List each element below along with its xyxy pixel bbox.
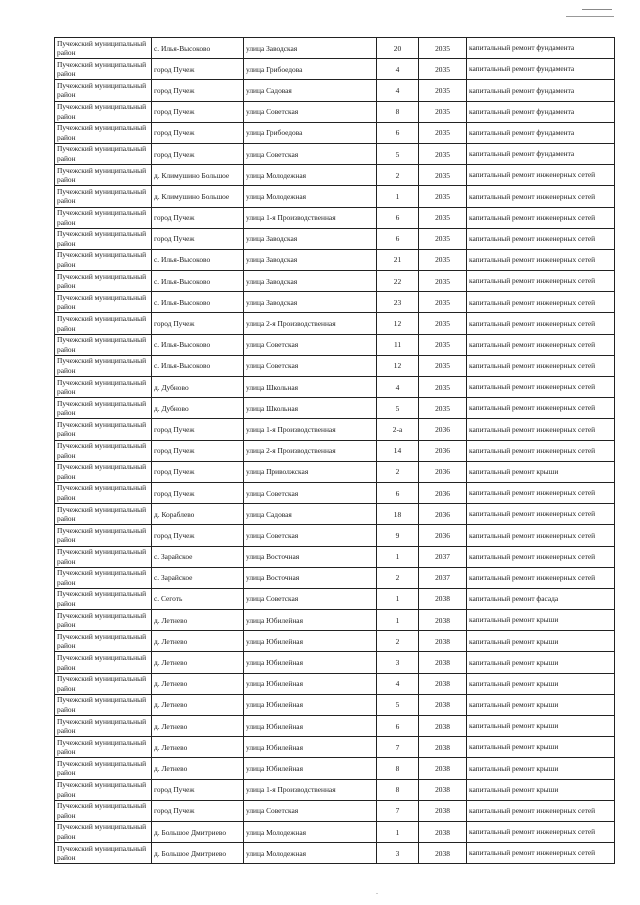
district-cell: Пучежский муниципальный район	[55, 440, 152, 461]
district-cell: Пучежский муниципальный район	[55, 504, 152, 525]
repair-schedule-table	[54, 37, 615, 864]
district-cell: Пучежский муниципальный район	[55, 525, 152, 546]
table-row	[55, 419, 615, 440]
year-cell: 2036	[419, 482, 467, 503]
street-cell: улица Заводская	[244, 38, 377, 59]
street-cell: улица Советская	[244, 101, 377, 122]
district-cell: Пучежский муниципальный район	[55, 143, 152, 164]
year-cell: 2038	[419, 821, 467, 842]
table-row	[55, 525, 615, 546]
work-type-cell: капитальный ремонт инженерных сетей	[467, 419, 615, 440]
district-cell: Пучежский муниципальный район	[55, 59, 152, 80]
settlement-cell: город Пучеж	[152, 101, 244, 122]
street-cell: улица Советская	[244, 355, 377, 376]
district-cell: Пучежский муниципальный район	[55, 588, 152, 609]
house-number-cell: 11	[377, 334, 419, 355]
table-row	[55, 271, 615, 292]
district-cell: Пучежский муниципальный район	[55, 80, 152, 101]
work-type-cell: капитальный ремонт инженерных сетей	[467, 355, 615, 376]
house-number-cell: 21	[377, 249, 419, 270]
work-type-cell: капитальный ремонт инженерных сетей	[467, 440, 615, 461]
street-cell: улица Советская	[244, 334, 377, 355]
year-cell: 2036	[419, 440, 467, 461]
settlement-cell: д. Летнево	[152, 758, 244, 779]
settlement-cell: город Пучеж	[152, 779, 244, 800]
table-row	[55, 821, 615, 842]
street-cell: улица Советская	[244, 143, 377, 164]
table-row	[55, 461, 615, 482]
house-number-cell: 18	[377, 504, 419, 525]
settlement-cell: город Пучеж	[152, 800, 244, 821]
work-type-cell: капитальный ремонт крыши	[467, 737, 615, 758]
house-number-cell: 1	[377, 546, 419, 567]
street-cell: улица Советская	[244, 800, 377, 821]
house-number-cell: 6	[377, 122, 419, 143]
house-number-cell: 6	[377, 482, 419, 503]
year-cell: 2036	[419, 525, 467, 546]
table-row	[55, 567, 615, 588]
table-row	[55, 313, 615, 334]
house-number-cell: 12	[377, 355, 419, 376]
house-number-cell: 3	[377, 843, 419, 864]
settlement-cell: д. Летнево	[152, 652, 244, 673]
house-number-cell: 7	[377, 800, 419, 821]
year-cell: 2038	[419, 758, 467, 779]
year-cell: 2037	[419, 567, 467, 588]
year-cell: 2035	[419, 80, 467, 101]
street-cell: улица 2-я Производственная	[244, 313, 377, 334]
table-row	[55, 38, 615, 59]
work-type-cell: капитальный ремонт фасада	[467, 588, 615, 609]
settlement-cell: город Пучеж	[152, 461, 244, 482]
year-cell: 2035	[419, 249, 467, 270]
year-cell: 2035	[419, 143, 467, 164]
district-cell: Пучежский муниципальный район	[55, 567, 152, 588]
work-type-cell: капитальный ремонт инженерных сетей	[467, 313, 615, 334]
work-type-cell: капитальный ремонт инженерных сетей	[467, 377, 615, 398]
street-cell: улица Советская	[244, 588, 377, 609]
settlement-cell: с. Зарайское	[152, 567, 244, 588]
year-cell: 2035	[419, 122, 467, 143]
district-cell: Пучежский муниципальный район	[55, 694, 152, 715]
work-type-cell: капитальный ремонт крыши	[467, 758, 615, 779]
street-cell: улица Грибоедова	[244, 59, 377, 80]
year-cell: 2038	[419, 737, 467, 758]
year-cell: 2035	[419, 377, 467, 398]
table-row	[55, 292, 615, 313]
work-type-cell: капитальный ремонт инженерных сетей	[467, 207, 615, 228]
year-cell: 2035	[419, 228, 467, 249]
settlement-cell: город Пучеж	[152, 228, 244, 249]
house-number-cell: 8	[377, 779, 419, 800]
table-row	[55, 101, 615, 122]
work-type-cell: капитальный ремонт крыши	[467, 652, 615, 673]
district-cell: Пучежский муниципальный район	[55, 631, 152, 652]
district-cell: Пучежский муниципальный район	[55, 313, 152, 334]
settlement-cell: д. Летнево	[152, 737, 244, 758]
house-number-cell: 1	[377, 186, 419, 207]
year-cell: 2038	[419, 631, 467, 652]
district-cell: Пучежский муниципальный район	[55, 186, 152, 207]
settlement-cell: д. Летнево	[152, 716, 244, 737]
settlement-cell: д. Большое Дмитриево	[152, 843, 244, 864]
work-type-cell: капитальный ремонт инженерных сетей	[467, 292, 615, 313]
work-type-cell: капитальный ремонт инженерных сетей	[467, 504, 615, 525]
district-cell: Пучежский муниципальный район	[55, 101, 152, 122]
year-cell: 2038	[419, 843, 467, 864]
work-type-cell: капитальный ремонт инженерных сетей	[467, 821, 615, 842]
house-number-cell: 3	[377, 652, 419, 673]
district-cell: Пучежский муниципальный район	[55, 737, 152, 758]
work-type-cell: капитальный ремонт крыши	[467, 673, 615, 694]
work-type-cell: капитальный ремонт фундамента	[467, 38, 615, 59]
street-cell: улица Садовая	[244, 80, 377, 101]
street-cell: улица Молодежная	[244, 843, 377, 864]
year-cell: 2035	[419, 355, 467, 376]
district-cell: Пучежский муниципальный район	[55, 716, 152, 737]
district-cell: Пучежский муниципальный район	[55, 207, 152, 228]
house-number-cell: 6	[377, 716, 419, 737]
settlement-cell: с. Илья-Высоково	[152, 292, 244, 313]
table-row	[55, 186, 615, 207]
district-cell: Пучежский муниципальный район	[55, 122, 152, 143]
house-number-cell: 4	[377, 59, 419, 80]
settlement-cell: д. Дубново	[152, 377, 244, 398]
district-cell: Пучежский муниципальный район	[55, 398, 152, 419]
table-row	[55, 737, 615, 758]
settlement-cell: город Пучеж	[152, 440, 244, 461]
settlement-cell: город Пучеж	[152, 482, 244, 503]
street-cell: улица Юбилейная	[244, 758, 377, 779]
year-cell: 2036	[419, 419, 467, 440]
work-type-cell: капитальный ремонт инженерных сетей	[467, 525, 615, 546]
table-row	[55, 440, 615, 461]
year-cell: 2037	[419, 546, 467, 567]
table-row	[55, 843, 615, 864]
district-cell: Пучежский муниципальный район	[55, 419, 152, 440]
settlement-cell: д. Летнево	[152, 694, 244, 715]
work-type-cell: капитальный ремонт фундамента	[467, 122, 615, 143]
street-cell: улица Грибоедова	[244, 122, 377, 143]
settlement-cell: с. Илья-Высоково	[152, 271, 244, 292]
work-type-cell: капитальный ремонт крыши	[467, 779, 615, 800]
district-cell: Пучежский муниципальный район	[55, 779, 152, 800]
work-type-cell: капитальный ремонт инженерных сетей	[467, 228, 615, 249]
work-type-cell: капитальный ремонт инженерных сетей	[467, 843, 615, 864]
corner-mark	[566, 16, 614, 17]
district-cell: Пучежский муниципальный район	[55, 228, 152, 249]
street-cell: улица Молодежная	[244, 821, 377, 842]
settlement-cell: д. Летнево	[152, 631, 244, 652]
street-cell: улица 1-я Производственная	[244, 419, 377, 440]
house-number-cell: 2	[377, 461, 419, 482]
street-cell: улица Молодежная	[244, 165, 377, 186]
street-cell: улица Школьная	[244, 377, 377, 398]
house-number-cell: 5	[377, 143, 419, 164]
settlement-cell: д. Большое Дмитриево	[152, 821, 244, 842]
house-number-cell: 4	[377, 673, 419, 694]
table-row	[55, 482, 615, 503]
table-row	[55, 652, 615, 673]
year-cell: 2035	[419, 38, 467, 59]
year-cell: 2038	[419, 800, 467, 821]
work-type-cell: капитальный ремонт инженерных сетей	[467, 546, 615, 567]
settlement-cell: д. Климушино Большое	[152, 186, 244, 207]
year-cell: 2035	[419, 398, 467, 419]
district-cell: Пучежский муниципальный район	[55, 610, 152, 631]
settlement-cell: с. Сеготь	[152, 588, 244, 609]
district-cell: Пучежский муниципальный район	[55, 843, 152, 864]
house-number-cell: 2	[377, 165, 419, 186]
house-number-cell: 22	[377, 271, 419, 292]
year-cell: 2038	[419, 716, 467, 737]
table-row	[55, 398, 615, 419]
street-cell: улица Советская	[244, 482, 377, 503]
street-cell: улица Приволжская	[244, 461, 377, 482]
district-cell: Пучежский муниципальный район	[55, 461, 152, 482]
settlement-cell: д. Дубново	[152, 398, 244, 419]
street-cell: улица Юбилейная	[244, 694, 377, 715]
year-cell: 2038	[419, 673, 467, 694]
district-cell: Пучежский муниципальный район	[55, 165, 152, 186]
work-type-cell: капитальный ремонт инженерных сетей	[467, 334, 615, 355]
street-cell: улица Школьная	[244, 398, 377, 419]
table-row	[55, 228, 615, 249]
house-number-cell: 6	[377, 207, 419, 228]
table-row	[55, 588, 615, 609]
settlement-cell: с. Илья-Высоково	[152, 38, 244, 59]
house-number-cell: 5	[377, 694, 419, 715]
table-row	[55, 800, 615, 821]
house-number-cell: 12	[377, 313, 419, 334]
house-number-cell: 2	[377, 631, 419, 652]
table-row	[55, 546, 615, 567]
year-cell: 2038	[419, 610, 467, 631]
table-row	[55, 758, 615, 779]
district-cell: Пучежский муниципальный район	[55, 377, 152, 398]
settlement-cell: д. Летнево	[152, 610, 244, 631]
table-row	[55, 165, 615, 186]
house-number-cell: 7	[377, 737, 419, 758]
district-cell: Пучежский муниципальный район	[55, 673, 152, 694]
work-type-cell: капитальный ремонт инженерных сетей	[467, 482, 615, 503]
street-cell: улица 1-я Производственная	[244, 207, 377, 228]
settlement-cell: город Пучеж	[152, 525, 244, 546]
table-row	[55, 80, 615, 101]
year-cell: 2035	[419, 271, 467, 292]
house-number-cell: 4	[377, 377, 419, 398]
settlement-cell: с. Илья-Высоково	[152, 355, 244, 376]
district-cell: Пучежский муниципальный район	[55, 271, 152, 292]
street-cell: улица Садовая	[244, 504, 377, 525]
table-row	[55, 673, 615, 694]
work-type-cell: капитальный ремонт крыши	[467, 631, 615, 652]
house-number-cell: 1	[377, 821, 419, 842]
table-row	[55, 122, 615, 143]
table-row	[55, 694, 615, 715]
district-cell: Пучежский муниципальный район	[55, 482, 152, 503]
district-cell: Пучежский муниципальный район	[55, 800, 152, 821]
work-type-cell: капитальный ремонт инженерных сетей	[467, 398, 615, 419]
street-cell: улица Заводская	[244, 292, 377, 313]
house-number-cell: 8	[377, 758, 419, 779]
street-cell: улица Юбилейная	[244, 652, 377, 673]
street-cell: улица Заводская	[244, 228, 377, 249]
work-type-cell: капитальный ремонт инженерных сетей	[467, 249, 615, 270]
work-type-cell: капитальный ремонт инженерных сетей	[467, 165, 615, 186]
work-type-cell: капитальный ремонт фундамента	[467, 143, 615, 164]
work-type-cell: капитальный ремонт фундамента	[467, 101, 615, 122]
year-cell: 2035	[419, 101, 467, 122]
table-row	[55, 59, 615, 80]
year-cell: 2038	[419, 652, 467, 673]
house-number-cell: 2-а	[377, 419, 419, 440]
work-type-cell: капитальный ремонт инженерных сетей	[467, 800, 615, 821]
district-cell: Пучежский муниципальный район	[55, 546, 152, 567]
settlement-cell: д. Летнево	[152, 673, 244, 694]
year-cell: 2035	[419, 292, 467, 313]
settlement-cell: город Пучеж	[152, 419, 244, 440]
house-number-cell: 1	[377, 610, 419, 631]
house-number-cell: 8	[377, 101, 419, 122]
corner-mark	[582, 9, 612, 10]
district-cell: Пучежский муниципальный район	[55, 292, 152, 313]
street-cell: улица Восточная	[244, 546, 377, 567]
work-type-cell: капитальный ремонт инженерных сетей	[467, 186, 615, 207]
year-cell: 2035	[419, 186, 467, 207]
district-cell: Пучежский муниципальный район	[55, 355, 152, 376]
street-cell: улица Юбилейная	[244, 673, 377, 694]
settlement-cell: город Пучеж	[152, 59, 244, 80]
table-row	[55, 631, 615, 652]
year-cell: 2035	[419, 165, 467, 186]
document-sheet	[54, 37, 614, 864]
table-row	[55, 334, 615, 355]
house-number-cell: 2	[377, 567, 419, 588]
year-cell: 2035	[419, 207, 467, 228]
year-cell: 2038	[419, 779, 467, 800]
year-cell: 2038	[419, 588, 467, 609]
street-cell: улица Восточная	[244, 567, 377, 588]
street-cell: улица Советская	[244, 525, 377, 546]
street-cell: улица Заводская	[244, 249, 377, 270]
street-cell: улица Юбилейная	[244, 737, 377, 758]
work-type-cell: капитальный ремонт инженерных сетей	[467, 567, 615, 588]
table-row	[55, 143, 615, 164]
street-cell: улица Юбилейная	[244, 610, 377, 631]
street-cell: улица 1-я Производственная	[244, 779, 377, 800]
table-row	[55, 355, 615, 376]
table-row	[55, 207, 615, 228]
year-cell: 2035	[419, 59, 467, 80]
table-row	[55, 377, 615, 398]
house-number-cell: 9	[377, 525, 419, 546]
house-number-cell: 14	[377, 440, 419, 461]
settlement-cell: город Пучеж	[152, 143, 244, 164]
page-mark: -	[376, 891, 378, 897]
house-number-cell: 20	[377, 38, 419, 59]
year-cell: 2035	[419, 313, 467, 334]
work-type-cell: капитальный ремонт крыши	[467, 694, 615, 715]
settlement-cell: д. Климушино Большое	[152, 165, 244, 186]
district-cell: Пучежский муниципальный район	[55, 652, 152, 673]
house-number-cell: 4	[377, 80, 419, 101]
district-cell: Пучежский муниципальный район	[55, 334, 152, 355]
year-cell: 2036	[419, 461, 467, 482]
table-row	[55, 249, 615, 270]
work-type-cell: капитальный ремонт фундамента	[467, 59, 615, 80]
settlement-cell: с. Илья-Высоково	[152, 334, 244, 355]
year-cell: 2036	[419, 504, 467, 525]
house-number-cell: 23	[377, 292, 419, 313]
work-type-cell: капитальный ремонт крыши	[467, 716, 615, 737]
settlement-cell: город Пучеж	[152, 122, 244, 143]
work-type-cell: капитальный ремонт крыши	[467, 610, 615, 631]
settlement-cell: город Пучеж	[152, 207, 244, 228]
house-number-cell: 5	[377, 398, 419, 419]
table-row	[55, 716, 615, 737]
district-cell: Пучежский муниципальный район	[55, 38, 152, 59]
table-row	[55, 779, 615, 800]
house-number-cell: 1	[377, 588, 419, 609]
work-type-cell: капитальный ремонт инженерных сетей	[467, 271, 615, 292]
street-cell: улица Юбилейная	[244, 716, 377, 737]
house-number-cell: 6	[377, 228, 419, 249]
table-row	[55, 504, 615, 525]
table-row	[55, 610, 615, 631]
street-cell: улица Молодежная	[244, 186, 377, 207]
table-body	[55, 38, 615, 864]
work-type-cell: капитальный ремонт крыши	[467, 461, 615, 482]
street-cell: улица Заводская	[244, 271, 377, 292]
settlement-cell: с. Зарайское	[152, 546, 244, 567]
settlement-cell: город Пучеж	[152, 313, 244, 334]
year-cell: 2038	[419, 694, 467, 715]
settlement-cell: с. Илья-Высоково	[152, 249, 244, 270]
district-cell: Пучежский муниципальный район	[55, 758, 152, 779]
district-cell: Пучежский муниципальный район	[55, 249, 152, 270]
street-cell: улица 2-я Производственная	[244, 440, 377, 461]
work-type-cell: капитальный ремонт фундамента	[467, 80, 615, 101]
year-cell: 2035	[419, 334, 467, 355]
settlement-cell: город Пучеж	[152, 80, 244, 101]
street-cell: улица Юбилейная	[244, 631, 377, 652]
settlement-cell: д. Кораблево	[152, 504, 244, 525]
district-cell: Пучежский муниципальный район	[55, 821, 152, 842]
